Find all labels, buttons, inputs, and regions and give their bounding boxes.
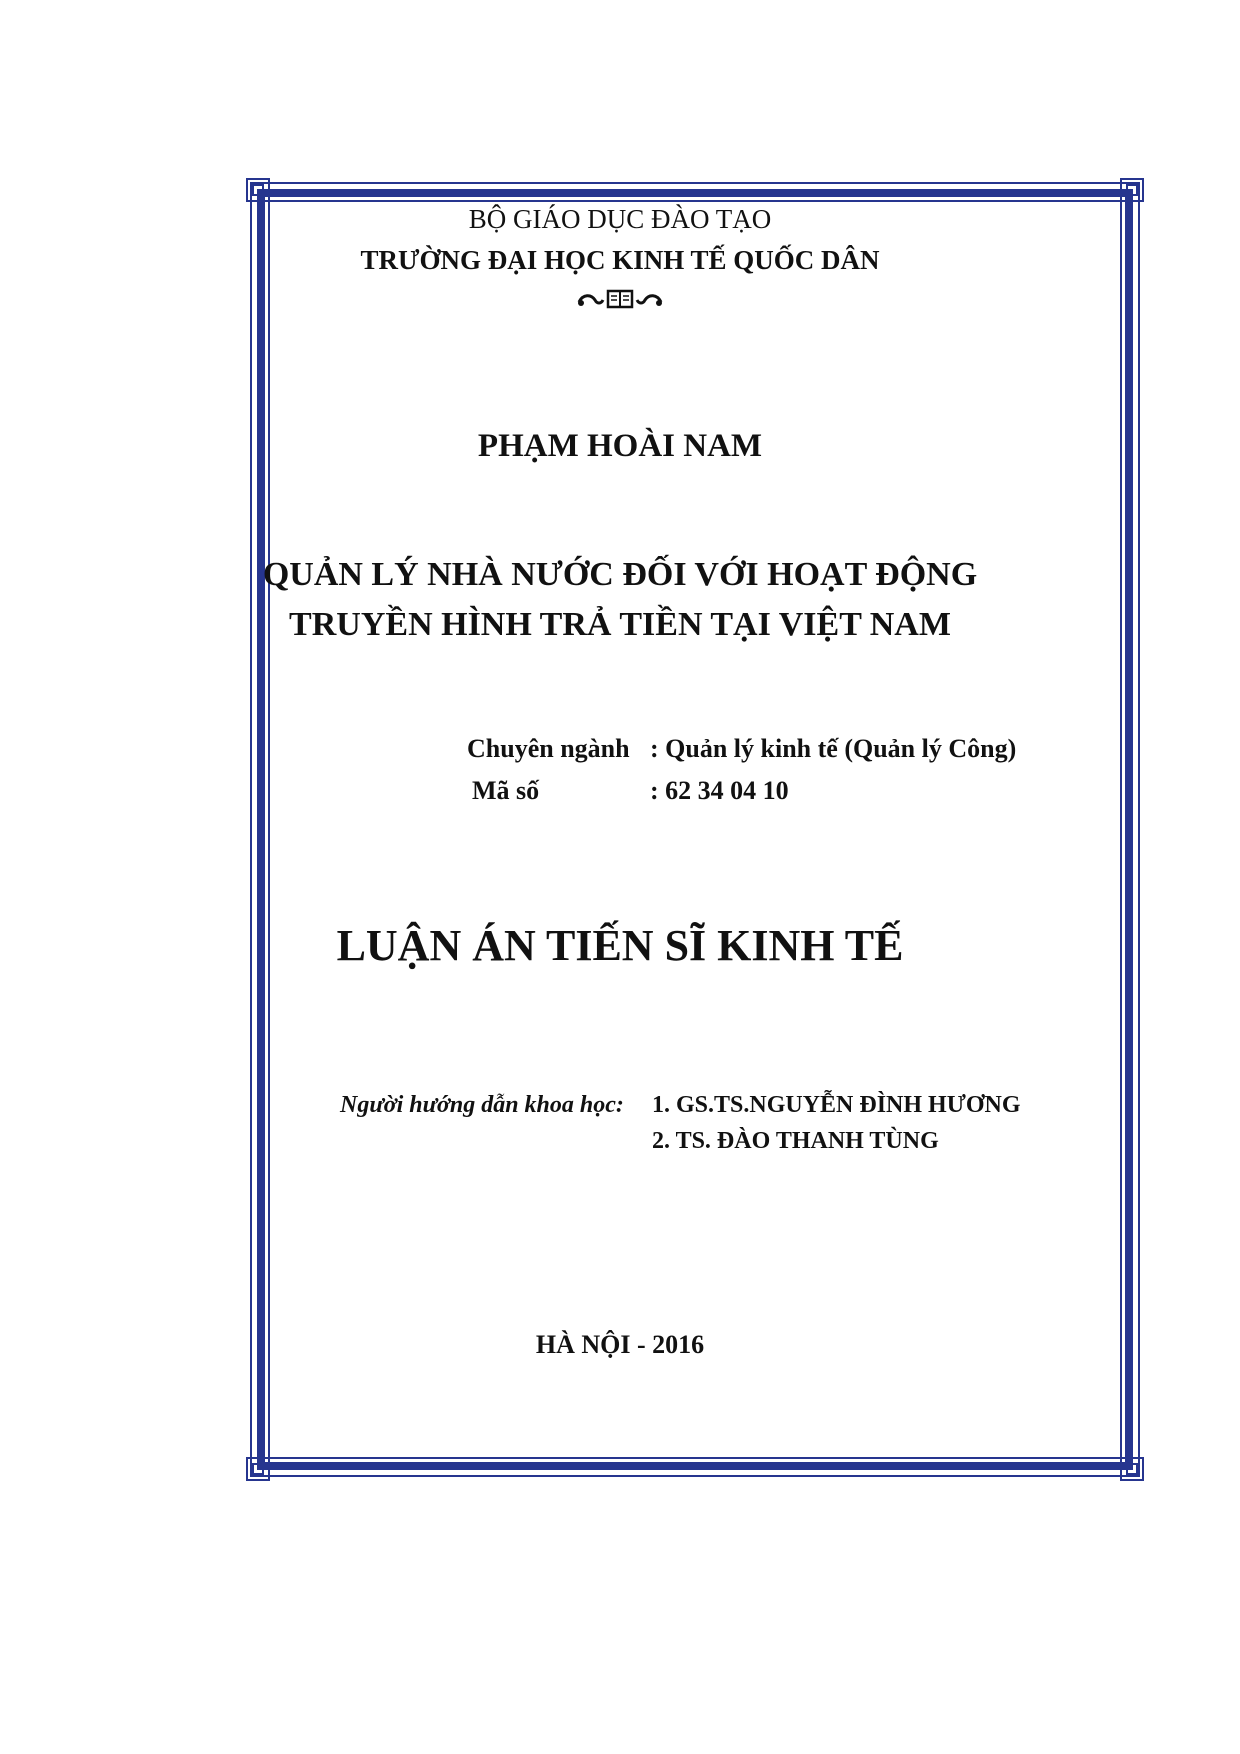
degree-title: LUẬN ÁN TIẾN SĨ KINH TẾ (336, 921, 904, 970)
code-label: Mã số (472, 776, 540, 805)
thesis-title-line-2: TRUYỀN HÌNH TRẢ TIỀN TẠI VIỆT NAM (289, 606, 951, 643)
major-label: Chuyên ngành (467, 734, 630, 763)
frame-corner-ornament-bottom-right (1120, 1457, 1144, 1481)
advisor-1: 1. GS.TS.NGUYỄN ĐÌNH HƯƠNG (652, 1092, 1021, 1118)
frame-corner-ornament-top-left (246, 178, 270, 202)
university-name: TRƯỜNG ĐẠI HỌC KINH TẾ QUỐC DÂN (360, 245, 880, 275)
ministry-name: BỘ GIÁO DỤC ĐÀO TẠO (468, 204, 772, 234)
frame-corner-ornament-top-right (1120, 178, 1144, 202)
author-name: PHẠM HOÀI NAM (477, 428, 763, 464)
book-ornament-icon (0, 286, 1240, 316)
frame-corner-ornament-bottom-left (246, 1457, 270, 1481)
place-and-year: HÀ NỘI - 2016 (535, 1330, 705, 1359)
major-value: : Quản lý kinh tế (Quản lý Công) (650, 734, 1017, 763)
advisor-label: Người hướng dẫn khoa học: (340, 1092, 624, 1118)
code-value: : 62 34 04 10 (650, 776, 789, 805)
cover-frame-inner (268, 200, 1122, 1459)
thesis-title-line-1: QUẢN LÝ NHÀ NƯỚC ĐỐI VỚI HOẠT ĐỘNG (262, 556, 978, 593)
advisor-2: 2. TS. ĐÀO THANH TÙNG (652, 1128, 939, 1154)
